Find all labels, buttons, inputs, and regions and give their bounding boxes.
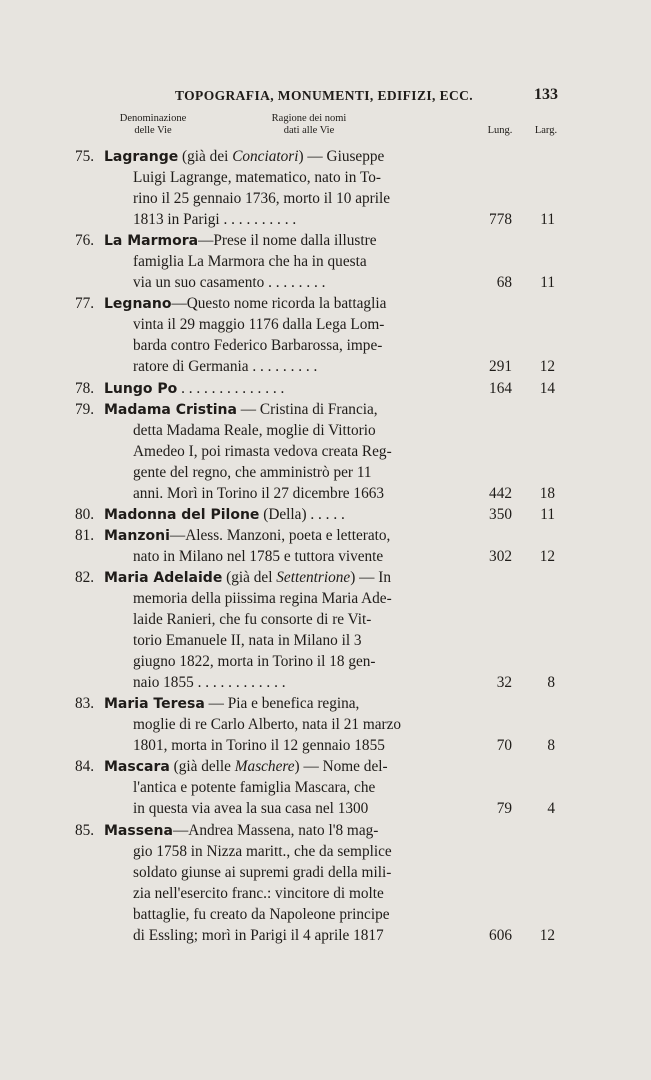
description-text: zia nell'esercito franc.: vincitore di molte: [133, 884, 384, 902]
street-name: Madama Cristina: [104, 401, 237, 418]
entry-text: [104, 293, 386, 315]
length-value: 32: [496, 674, 512, 692]
entry-line: [0, 630, 651, 651]
length-value: 79: [496, 800, 512, 818]
description-text: battaglie, fu creato da Napoleone principe: [133, 905, 390, 923]
entry-text: [133, 272, 325, 293]
entry-line: [0, 420, 651, 441]
entry-text: [104, 820, 378, 842]
street-name: Lagrange: [104, 149, 179, 165]
width-value: 11: [540, 505, 555, 523]
length-value: 68: [496, 274, 512, 292]
entry-text: [133, 314, 384, 335]
description-text: —Prese il nome dalla illustre: [198, 232, 377, 250]
entry-text: [104, 399, 378, 421]
entry-text: [133, 462, 372, 483]
description-text: detta Madama Reale, moglie di Vittorio: [133, 421, 376, 439]
width-value: 11: [540, 211, 555, 229]
entry-line: [0, 651, 651, 672]
entry-number: 75.: [75, 148, 95, 165]
description-text: giugno 1822, morta in Torino il 18 gen-: [133, 653, 376, 671]
entry-text: [133, 356, 317, 377]
description-text: torio Emanuele II, nata in Milano il 3: [133, 632, 362, 650]
width-value: 18: [539, 484, 555, 502]
entry-line: [0, 251, 651, 272]
description-text: famiglia La Marmora che ha in questa: [133, 253, 367, 271]
street-entry: [0, 693, 651, 756]
entry-line: [0, 862, 651, 883]
description-text: barda contro Federico Barbarossa, impe-: [133, 337, 383, 355]
entry-number: 84.: [75, 758, 95, 776]
entry-line: [0, 693, 651, 714]
entry-text: [133, 862, 391, 883]
width-value: 8: [547, 737, 555, 755]
entry-number: 78.: [75, 379, 95, 397]
entry-line: [0, 378, 651, 399]
entry-line: [0, 209, 651, 230]
entry-line: [0, 483, 651, 504]
entry-line: [0, 504, 651, 525]
entry-line: [0, 546, 651, 567]
street-entry: [0, 504, 651, 525]
page-number: 133: [534, 86, 558, 103]
former-name: Conciatori: [232, 148, 299, 165]
entry-text: [104, 525, 390, 547]
entry-text: [133, 441, 392, 462]
entry-text: [133, 841, 392, 862]
column-header-larg: Larg.: [534, 125, 558, 136]
entry-text: [133, 714, 401, 735]
description-text: l'antica e potente famiglia Mascara, che: [133, 779, 376, 797]
description-text: ) — In: [350, 568, 391, 586]
description-text: Amedeo I, poi rimasta vedova creata Reg-: [133, 442, 392, 460]
length-value: 442: [489, 484, 512, 502]
street-name: Lungo Po: [104, 380, 178, 397]
entry-text: [133, 251, 367, 272]
entry-line: [0, 230, 651, 251]
entry-text: [133, 883, 384, 904]
street-entry: [0, 146, 651, 230]
width-value: 12: [539, 358, 555, 376]
width-value: 12: [539, 926, 555, 944]
entry-text: [133, 651, 376, 672]
entry-line: [0, 167, 651, 188]
running-head: TOPOGRAFIA, MONUMENTI, EDIFIZI, ECC.: [175, 88, 474, 103]
description-text: . . . . . . . . . . . . . .: [177, 379, 285, 397]
length-value: 606: [489, 926, 512, 944]
street-name: Massena: [104, 822, 173, 839]
column-header-ragione: Ragione dei nomi dati alle Vie: [271, 113, 347, 136]
entry-text: [133, 209, 296, 230]
entry-line: [0, 293, 651, 314]
entry-text: [133, 588, 392, 609]
description-text: —Andrea Massena, nato l'8 mag-: [172, 821, 379, 839]
description-text: moglie di re Carlo Alberto, nata il 21 marzo: [133, 716, 402, 734]
entry-line: [0, 714, 651, 735]
street-name: Madonna del Pilone: [104, 506, 260, 523]
entry-line: [0, 356, 651, 377]
entry-text: [133, 188, 390, 209]
entry-number: 85.: [75, 821, 95, 839]
street-name: Mascara: [104, 759, 170, 776]
description-text: —Questo nome ricorda la battaglia: [171, 295, 387, 313]
entry-number: 76.: [75, 232, 95, 250]
entry-line: [0, 672, 651, 693]
description-text: —Aless. Manzoni, poeta e letterato,: [169, 526, 391, 544]
entry-text: [133, 777, 375, 798]
street-entry: [0, 378, 651, 399]
entry-line: [0, 146, 651, 167]
length-value: 164: [489, 379, 512, 397]
entry-line: [0, 399, 651, 420]
entry-text: [104, 756, 388, 778]
street-entry: [0, 230, 651, 293]
street-entry: [0, 293, 651, 377]
description-text: (Della) . . . . .: [259, 505, 345, 523]
description-text: naio 1855 . . . . . . . . . . . .: [133, 674, 286, 692]
entry-number: 81.: [75, 526, 95, 544]
entry-line: [0, 335, 651, 356]
entry-line: [0, 188, 651, 209]
description-text: 1813 in Parigi . . . . . . . . . .: [133, 211, 297, 229]
entry-line: [0, 441, 651, 462]
entry-line: [0, 798, 651, 819]
street-name: Manzoni: [104, 527, 170, 544]
description-text: memoria della piissima regina Maria Ade-: [133, 589, 392, 607]
entry-text: [104, 693, 359, 715]
entry-line: [0, 756, 651, 777]
entry-line: [0, 841, 651, 862]
entry-line: [0, 883, 651, 904]
entry-text: [133, 925, 384, 946]
street-entry: [0, 567, 651, 693]
street-entry: [0, 820, 651, 946]
entry-line: [0, 777, 651, 798]
description-text: nato in Milano nel 1785 e tuttora vivente: [133, 547, 384, 565]
description-text: — Pia e benefica regina,: [204, 695, 360, 713]
entry-text: [133, 167, 381, 188]
column-header-lung: Lung.: [487, 125, 513, 136]
width-value: 8: [547, 674, 555, 692]
description-text: anni. Morì in Torino il 27 dicembre 1663: [133, 484, 385, 502]
description-text: vinta il 29 maggio 1176 dalla Lega Lom-: [133, 316, 385, 334]
length-value: 70: [496, 737, 512, 755]
entry-text: [133, 798, 368, 819]
description-text: Luigi Lagrange, matematico, nato in To-: [133, 169, 381, 187]
description-text: gente del regno, che amministrò per 11: [133, 463, 372, 481]
length-value: 302: [489, 547, 512, 565]
length-value: 350: [489, 505, 512, 523]
street-entry: [0, 756, 651, 819]
description-text: ) — Giuseppe: [298, 148, 385, 165]
width-value: 4: [547, 800, 555, 818]
entry-text: [104, 378, 284, 400]
street-name: Maria Teresa: [104, 696, 205, 713]
former-name: Settentrione: [276, 568, 351, 586]
entry-text: [133, 630, 362, 651]
street-entry: [0, 399, 651, 504]
entry-line: [0, 462, 651, 483]
entry-number: 80.: [75, 505, 95, 523]
description-text: gio 1758 in Nizza maritt., che da semplice: [133, 842, 392, 860]
entry-line: [0, 314, 651, 335]
width-value: 14: [539, 379, 555, 397]
description-text: di Essling; morì in Parigi il 4 aprile 1817: [133, 926, 384, 944]
entry-text: [104, 230, 377, 252]
description-text: ) — Nome del-: [294, 758, 388, 776]
entry-line: [0, 567, 651, 588]
street-name: Legnano: [104, 296, 172, 313]
entry-line: [0, 609, 651, 630]
entry-text: [104, 146, 384, 168]
description-text: (già del: [222, 568, 277, 586]
entry-line: [0, 272, 651, 293]
width-value: 11: [540, 274, 555, 292]
column-header-denominazione: Denominazione delle Vie: [119, 113, 187, 136]
former-name: Maschere: [234, 758, 295, 776]
description-text: rino il 25 gennaio 1736, morto il 10 aprile: [133, 190, 391, 208]
entry-text: [133, 420, 376, 441]
entry-line: [0, 735, 651, 756]
entry-line: [0, 525, 651, 546]
entry-line: [0, 820, 651, 841]
entry-number: 79.: [75, 400, 95, 418]
street-entries: [0, 146, 651, 946]
description-text: ratore di Germania . . . . . . . . .: [133, 358, 318, 376]
entry-text: [104, 504, 345, 526]
entry-text: [133, 735, 385, 756]
length-value: 778: [489, 211, 512, 229]
entry-text: [104, 567, 391, 589]
entry-text: [133, 546, 383, 567]
description-text: laide Ranieri, che fu consorte di re Vit-: [133, 611, 372, 629]
description-text: 1801, morta in Torino il 12 gennaio 1855: [133, 737, 385, 755]
street-name: Maria Adelaide: [104, 569, 223, 586]
entry-line: [0, 588, 651, 609]
description-text: soldato giunse ai supremi gradi della mili-: [133, 863, 392, 881]
description-text: via un suo casamento . . . . . . . .: [133, 274, 326, 292]
description-text: in questa via avea la sua casa nel 1300: [133, 800, 369, 818]
street-name: La Marmora: [104, 233, 199, 250]
length-value: 291: [489, 358, 512, 376]
entry-text: [133, 483, 384, 504]
entry-text: [133, 672, 286, 693]
entry-number: 83.: [75, 695, 95, 713]
entry-line: [0, 904, 651, 925]
entry-line: [0, 925, 651, 946]
width-value: 12: [539, 547, 555, 565]
description-text: (già delle: [169, 758, 235, 776]
entry-number: 82.: [75, 568, 95, 586]
street-entry: [0, 525, 651, 567]
entry-text: [133, 904, 390, 925]
description-text: — Cristina di Francia,: [236, 400, 378, 418]
description-text: (già dei: [178, 148, 233, 165]
entry-number: 77.: [75, 295, 95, 313]
entry-text: [133, 609, 371, 630]
entry-text: [133, 335, 382, 356]
